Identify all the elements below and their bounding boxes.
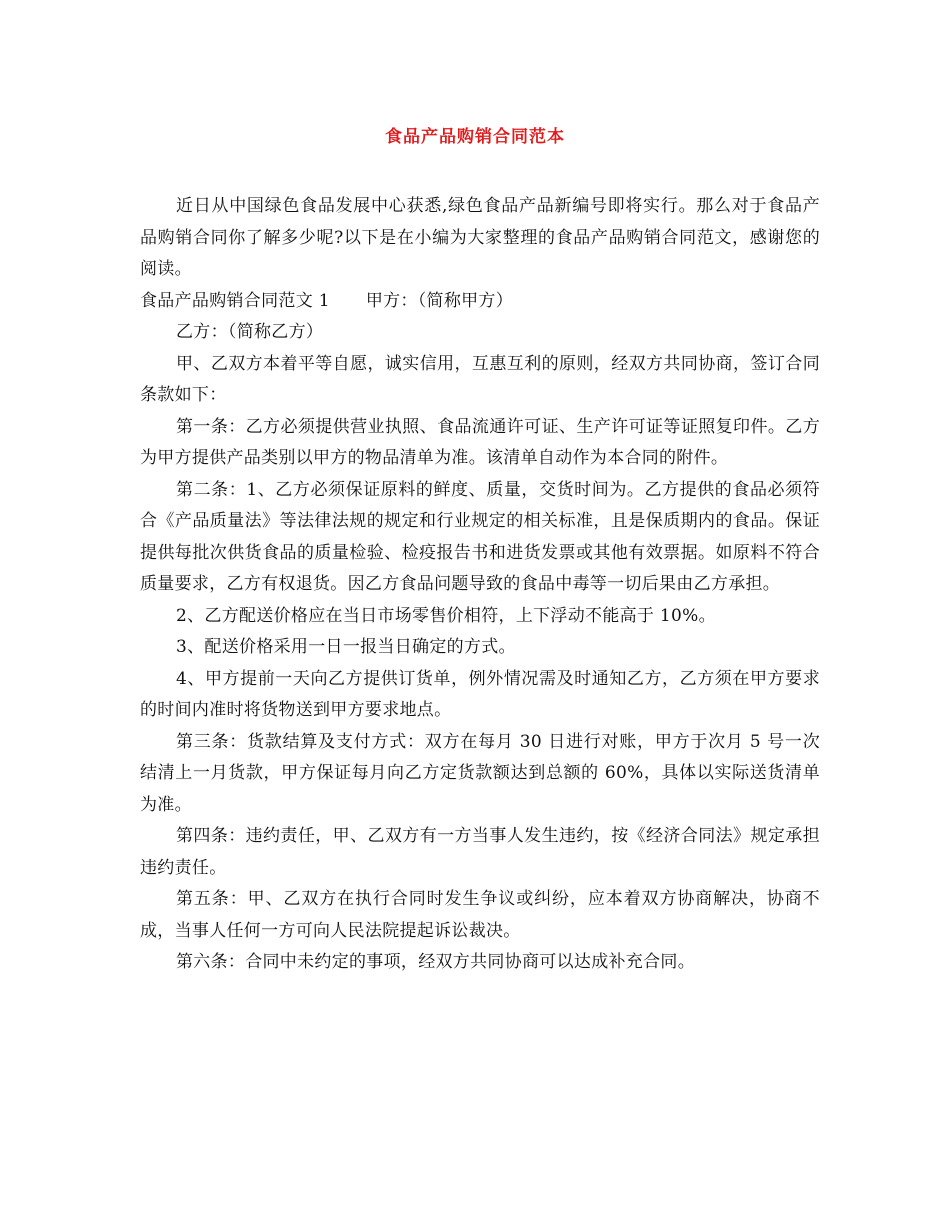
party-b-line: 乙方：（简称乙方） [176,322,324,342]
section-heading: 食品产品购销合同范文 1 [140,290,330,311]
article-1-paragraph: 第一条：乙方必须提供营业执照、食品流通许可证、生产许可证等证照复印件。乙方为甲方提供产品类别以甲方的物品清单为准。该清单自动作为本合同的附件。 [140,416,820,468]
article-2-item-2: 2、乙方配送价格应在当日市场零售价相符，上下浮动不能高于 10%。 [176,605,716,626]
article-2-paragraph: 第二条：1、乙方必须保证原料的鲜度、质量，交货时间为。乙方提供的食品必须符合《产品质量法》等法律法规的规定和行业规定的相关标准，且是保质期内的食品。保证提供每批次供货食品的质量检验、检疫报告书和进货发票或其他有效票据。如原料不符合质量要求，乙方有权退货。因乙方食品问题导致的食品中毒等一切后果由乙方承担。 [140,479,820,594]
document-title: 食品产品购销合同范本 [385,127,565,147]
preamble-paragraph: 甲、乙双方本着平等自愿，诚实信用，互惠互利的原则，经双方共同协商，签订合同条款如下： [140,353,820,405]
article-4-paragraph: 第四条：违约责任，甲、乙双方有一方当事人发生违约，按《经济合同法》规定承担违约责任。 [140,826,820,878]
article-3-paragraph: 第三条：货款结算及支付方式：双方在每月 30 日进行对账，甲方于次月 5 号一次结清上一月货款，甲方保证每月向乙方定货款额达到总额的 60%，具体以实际送货清单为准。 [140,731,820,815]
article-2-item-3: 3、配送价格采用一日一报当日确定的方式。 [176,637,516,657]
article-5-paragraph: 第五条：甲、乙双方在执行合同时发生争议或纠纷，应本着双方协商解决，协商不成，当事人任何一方可向人民法院提起诉讼裁决。 [140,889,820,941]
section-heading-line [140,286,820,318]
party-a-line: 甲方：（简称甲方） [365,290,514,311]
article-2-item-4: 4、甲方提前一天向乙方提供订货单，例外情况需及时通知乙方，乙方须在甲方要求的时间内准时将货物送到甲方要求地点。 [140,668,820,720]
article-6-paragraph: 第六条：合同中未约定的事项，经双方共同协商可以达成补充合同。 [176,952,695,972]
document-body [140,191,820,979]
intro-paragraph: 近日从中国绿色食品发展中心获悉,绿色食品产品新编号即将实行。那么对于食品产品购销合同你了解多少呢?以下是在小编为大家整理的食品产品购销合同范文，感谢您的阅读。 [140,196,820,279]
